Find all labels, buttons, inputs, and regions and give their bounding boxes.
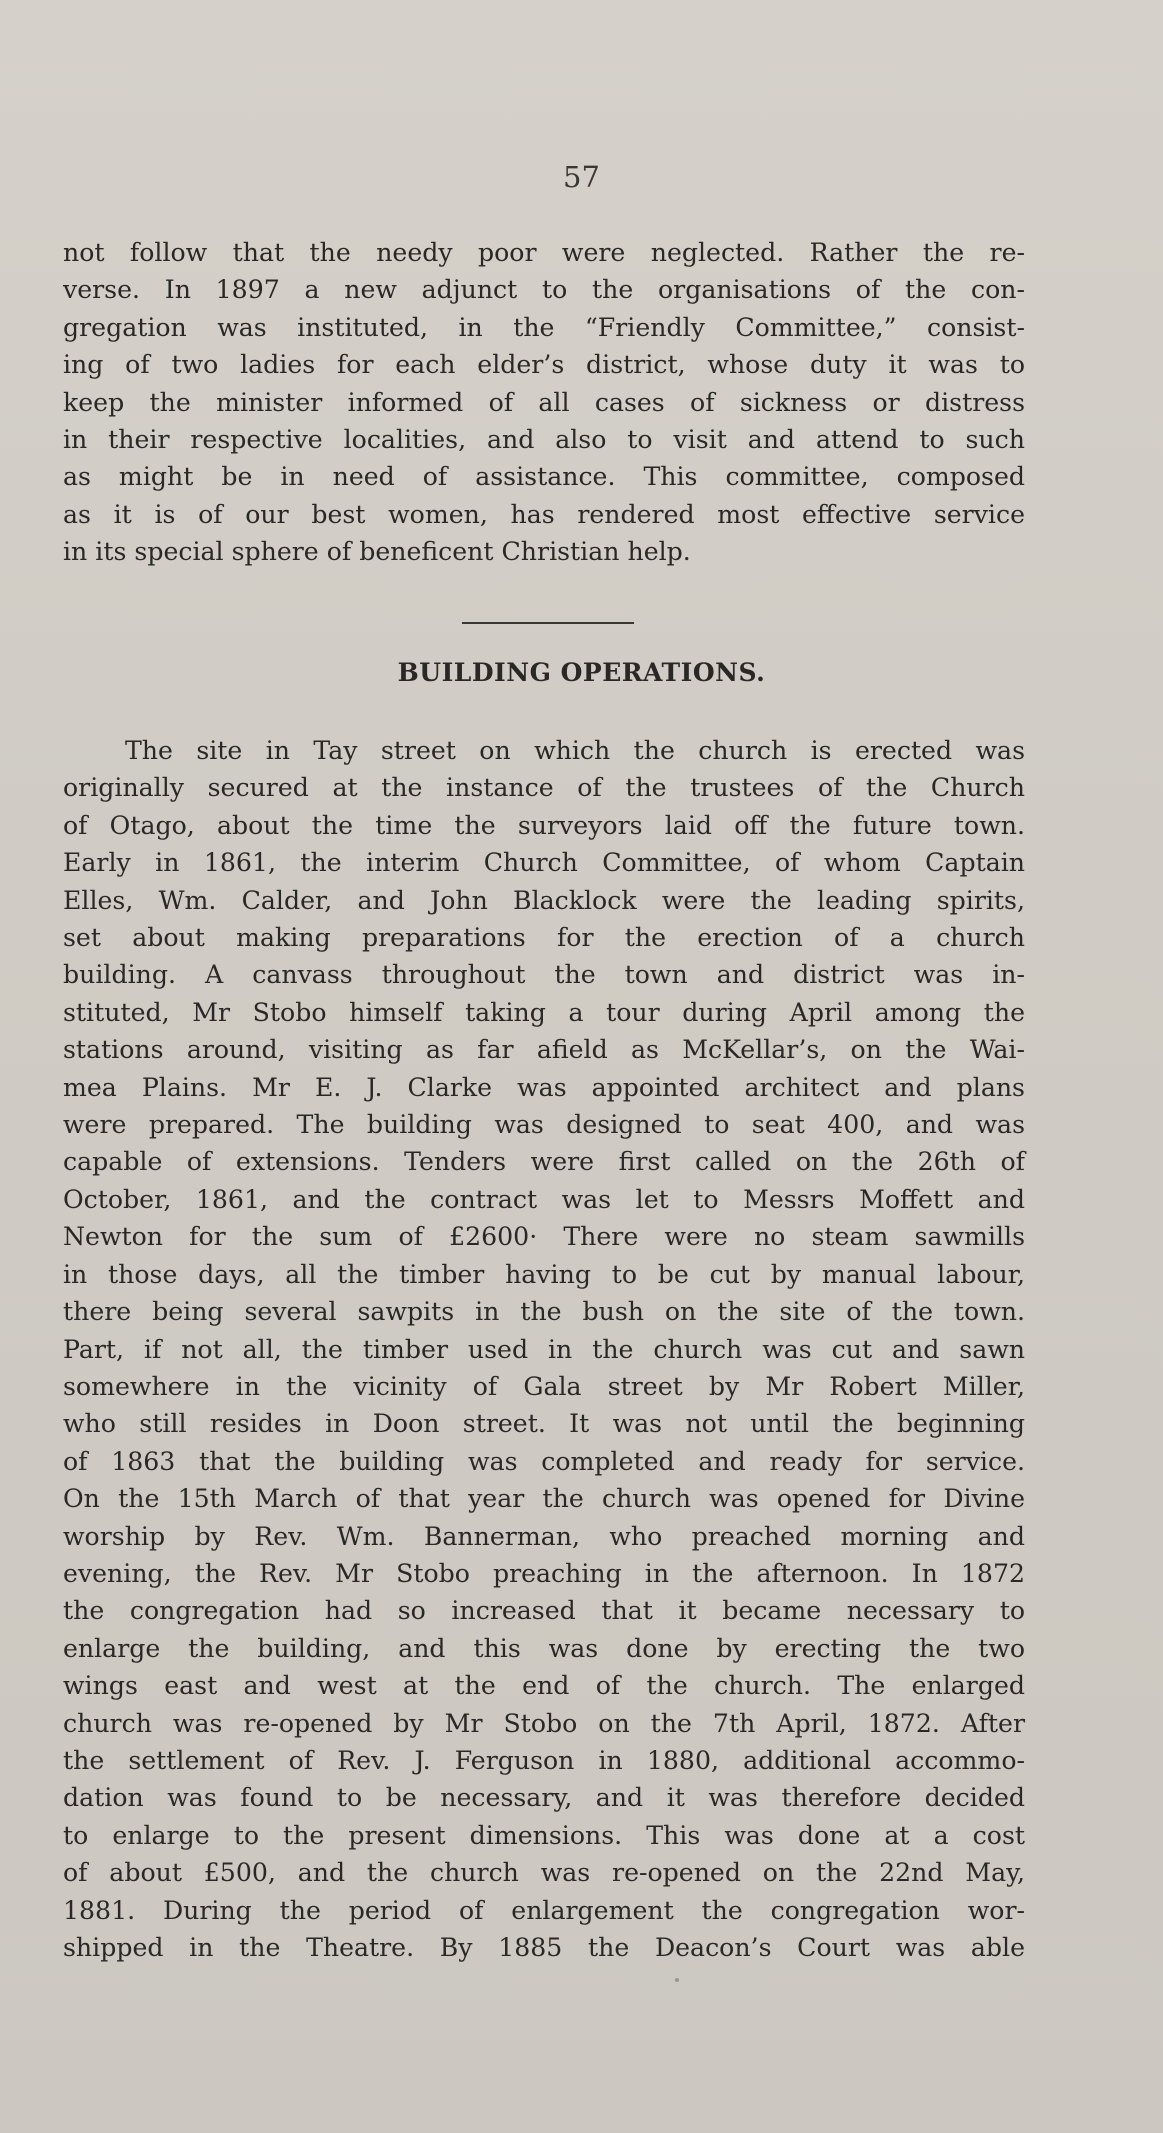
text-line: in those days, all the timber having to be cut by manual labour, bbox=[63, 1259, 1025, 1289]
text-line: stations around, visiting as far afield as McKellar’s, on the Wai- bbox=[63, 1035, 1025, 1065]
text-line: set about making preparations for the erection of a church bbox=[63, 923, 1025, 953]
text-line: The site in Tay street on which the church is erected was bbox=[125, 736, 1025, 765]
text-line: to enlarge to the present dimensions. This was done at a cost bbox=[63, 1820, 1025, 1850]
text-line: enlarge the building, and this was done by erecting the two bbox=[63, 1633, 1025, 1663]
text-line: evening, the Rev. Mr Stobo preaching in the afternoon. In 1872 bbox=[63, 1558, 1025, 1588]
text-line: there being several sawpits in the bush on the site of the town. bbox=[63, 1297, 1025, 1327]
text-line: Part, if not all, the timber used in the church was cut and sawn bbox=[63, 1334, 1025, 1364]
text-line: capable of extensions. Tenders were first called on the 26th of bbox=[63, 1147, 1025, 1177]
text-line: verse. In 1897 a new adjunct to the organisations of the con- bbox=[63, 275, 1025, 305]
text-line: the congregation had so increased that it became necessary to bbox=[63, 1596, 1025, 1626]
text-line: as might be in need of assistance. This committee, composed bbox=[63, 462, 1025, 492]
text-line: who still resides in Doon street. It was not until the beginning bbox=[63, 1409, 1025, 1439]
text-line: as it is of our best women, has rendered most effective service bbox=[63, 499, 1025, 529]
text-line: 1881. During the period of enlargement the congregation wor- bbox=[63, 1895, 1025, 1925]
text-line: Newton for the sum of £2600· There were no steam sawmills bbox=[63, 1222, 1025, 1252]
text-line: in their respective localities, and also to visit and attend to such bbox=[63, 425, 1025, 455]
text-line: wings east and west at the end of the church. The enlarged bbox=[63, 1671, 1025, 1701]
text-line: somewhere in the vicinity of Gala street by Mr Robert Miller, bbox=[63, 1371, 1025, 1401]
text-line: dation was found to be necessary, and it was therefore decided bbox=[63, 1783, 1025, 1813]
text-line: not follow that the needy poor were neglected. Rather the re- bbox=[63, 238, 1025, 267]
text-line: church was re-opened by Mr Stobo on the 7th April, 1872. After bbox=[63, 1708, 1025, 1738]
text-line: were prepared. The building was designed to seat 400, and was bbox=[63, 1110, 1025, 1140]
text-line: gregation was instituted, in the “Friendly Committee,” consist- bbox=[63, 312, 1025, 342]
text-line: Early in 1861, the interim Church Committee, of whom Captain bbox=[63, 848, 1025, 878]
paragraph-building-operations bbox=[63, 732, 1025, 1966]
text-line: of 1863 that the building was completed and ready for service. bbox=[63, 1446, 1025, 1476]
page-number: 57 bbox=[563, 160, 600, 194]
text-line: in its special sphere of beneficent Christian help. bbox=[63, 537, 691, 567]
text-line: keep the minister informed of all cases of sickness or distress bbox=[63, 387, 1025, 417]
text-line: mea Plains. Mr E. J. Clarke was appointed architect and plans bbox=[63, 1072, 1025, 1102]
text-line: shipped in the Theatre. By 1885 the Deacon’s Court was able bbox=[63, 1933, 1025, 1962]
text-line: building. A canvass throughout the town and district was in- bbox=[63, 960, 1025, 990]
text-line: of Otago, about the time the surveyors laid off the future town. bbox=[63, 810, 1025, 840]
paper-speck bbox=[675, 1978, 679, 1982]
text-line: October, 1861, and the contract was let to Messrs Moffett and bbox=[63, 1184, 1025, 1214]
paragraph-friendly-committee bbox=[63, 234, 1025, 571]
section-heading: BUILDING OPERATIONS. bbox=[397, 658, 766, 687]
text-line: stituted, Mr Stobo himself taking a tour during April among the bbox=[63, 997, 1025, 1027]
text-line: of about £500, and the church was re-opened on the 22nd May, bbox=[63, 1858, 1025, 1888]
text-line: worship by Rev. Wm. Bannerman, who preached morning and bbox=[63, 1521, 1025, 1551]
text-line: Elles, Wm. Calder, and John Blacklock were the leading spirits, bbox=[63, 885, 1025, 915]
text-line: originally secured at the instance of the trustees of the Church bbox=[63, 773, 1025, 803]
section-divider bbox=[462, 622, 634, 624]
text-line: ing of two ladies for each elder’s district, whose duty it was to bbox=[63, 350, 1025, 380]
text-line: On the 15th March of that year the church was opened for Divine bbox=[63, 1484, 1025, 1514]
text-line: the settlement of Rev. J. Ferguson in 1880, additional accommo- bbox=[63, 1745, 1025, 1775]
